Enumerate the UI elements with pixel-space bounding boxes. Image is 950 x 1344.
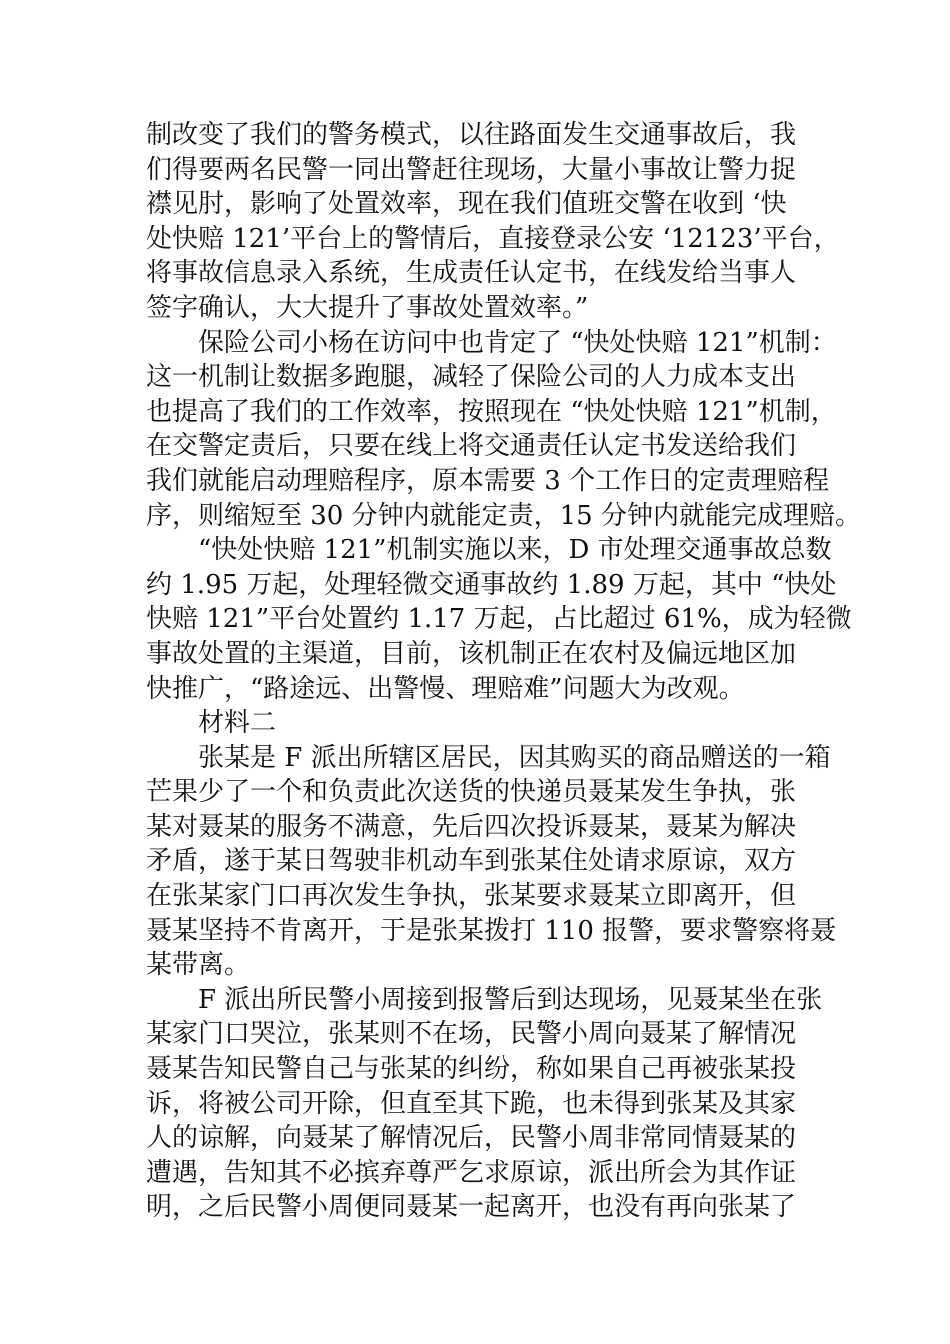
text-line: 将事故信息录入系统，生成责任认定书，在线发给当事人 (146, 258, 797, 289)
text-line: 约 1.95 万起，处理轻微交通事故约 1.89 万起，其中 “快处 (146, 569, 837, 600)
text-line: 聂某坚持不肯离开，于是张某拨打 110 报警，要求警察将聂 (146, 915, 837, 946)
section-heading: 材料二 (198, 708, 277, 739)
text-line: 保险公司小杨在访问中也肯定了 “快处快赔 121”机制： (198, 327, 837, 358)
text-line: 也提高了我们的工作效率，按照现在 “快处快赔 121”机制， (146, 396, 837, 427)
text-line: 芒果少了一个和负责此次送货的快递员聂某发生争执，张 (146, 777, 797, 808)
text-line: 快推广，“路途远、出警慢、理赔难”问题大为改观。 (146, 673, 745, 704)
text-line: 制改变了我们的警务模式，以往路面发生交通事故后，我 (146, 120, 797, 150)
text-line: 这一机制让数据多跑腿，减轻了保险公司的人力成本支出 (146, 362, 797, 393)
text-line: 人的谅解，向聂某了解情况后，民警小周非常同情聂某的 (146, 1123, 797, 1154)
text-line: 签字确认，大大提升了事故处置效率。” (146, 292, 589, 323)
text-line: 某家门口哭泣，张某则不在场，民警小周向聂某了解情况 (146, 1019, 797, 1050)
text-line: 襟见肘，影响了处置效率，现在我们值班交警在收到 ‘快 (146, 189, 787, 220)
text-line: 遭遇，告知其不必摈弃尊严乞求原谅，派出所会为其作证 (146, 1157, 797, 1188)
text-line: 诉，将被公司开除，但直至其下跪，也未得到张某及其家 (146, 1088, 797, 1119)
text-line: 在交警定责后，只要在线上将交通责任认定书发送给我们 (146, 431, 797, 462)
text-line: 我们就能启动理赔程序，原本需要 3 个工作日的定责理赔程 (146, 465, 830, 496)
text-line: 在张某家门口再次发生争执，张某要求聂某立即离开，但 (146, 881, 797, 912)
text-line: 聂某告知民警自己与张某的纠纷，称如果自己再被张某投 (146, 1054, 797, 1085)
text-line: 们得要两名民警一同出警赶往现场，大量小事故让警力捉 (146, 154, 797, 185)
text-line: F 派出所民警小周接到报警后到达现场，见聂某坐在张 (198, 984, 823, 1015)
text-line: 矛盾，遂于某日驾驶非机动车到张某住处请求原谅，双方 (146, 846, 797, 877)
text-line: 处快赔 121’平台上的警情后，直接登录公安 ‘12123’平台， (146, 223, 840, 254)
text-line: 快赔 121”平台处置约 1.17 万起，占比超过 61%，成为轻微 (146, 604, 852, 635)
text-line: “快处快赔 121”机制实施以来，D 市处理交通事故总数 (198, 535, 832, 566)
text-line: 某对聂某的服务不满意，先后四次投诉聂某，聂某为解决 (146, 811, 797, 842)
text-line: 某带离。 (146, 950, 251, 981)
text-line: 事故处置的主渠道，目前，该机制正在农村及偏远地区加 (146, 638, 797, 669)
text-line: 张某是 F 派出所辖区居民，因其购买的商品赠送的一箱 (198, 742, 831, 773)
body-text (146, 118, 861, 1225)
text-line: 序，则缩短至 30 分钟内就能定责，15 分钟内就能完成理赔。 (146, 500, 861, 531)
text-line: 明，之后民警小周便同聂某一起离开，也没有再向张某了 (146, 1192, 797, 1223)
